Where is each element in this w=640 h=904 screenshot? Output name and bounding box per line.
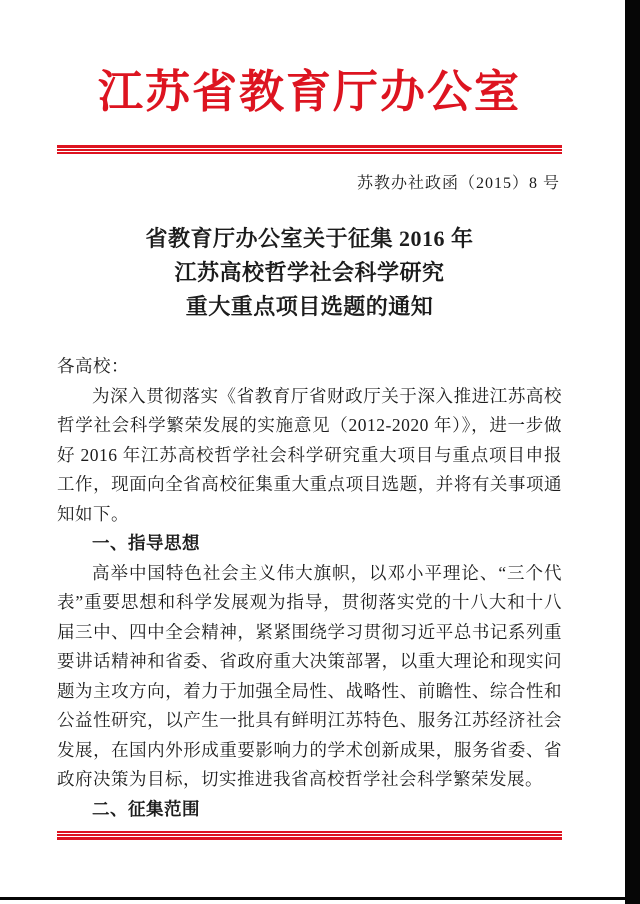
scan-edge-bottom [0, 897, 640, 900]
section-heading-2: 二、征集范围 [92, 798, 200, 819]
document-content [57, 0, 562, 904]
document-title-line3: 重大重点项目选题的通知 [185, 294, 434, 319]
salutation: 各高校： [57, 356, 129, 376]
paragraph-intro: 为深入贯彻落实《省教育厅省财政厅关于深入推进江苏高校哲学社会科学繁荣发展的实施意见（2012-2020 年）》，进一步做好 2016 年江苏高校哲学社会科学研究重大项目与重点项目申报工作，现面向全省高校征集重大重点项目选题，并将有关事项通知如下。 [57, 385, 562, 524]
document-number: 苏教办社政函（2015）8 号 [356, 175, 560, 192]
letterhead-title: 江苏省教育厅办公室 [97, 67, 521, 117]
document-title-line2: 江苏高校哲学社会科学研究 [174, 260, 445, 285]
document-title-line1: 省教育厅办公室关于征集 2016 年 [145, 226, 474, 251]
document-body [57, 352, 562, 824]
document-title [57, 222, 562, 324]
paragraph-guiding-ideology: 高举中国特色社会主义伟大旗帜，以邓小平理论、“三个代表”重要思想和科学发展观为指导，贯彻落实党的十八大和十八届三中、四中全会精神，紧紧围绕学习贯彻习近平总书记系列重要讲话精神和省委、省政府重大决策部署，以重大理论和现实问题为主攻方向，着力于加强全局性、战略性、前瞻性、综合性和公益性研究，以产生一批具有鲜明江苏特色、服务江苏经济社会发展，在国内外形成重要影响力的学术创新成果，服务省委、省政府决策为目标，切实推进我省高校哲学社会科学繁荣发展。 [57, 562, 562, 789]
scan-edge-right [625, 0, 640, 904]
section-heading-1: 一、指导思想 [92, 533, 200, 553]
letterhead-separator-rule [57, 145, 562, 154]
footer-separator-rule [57, 831, 562, 840]
